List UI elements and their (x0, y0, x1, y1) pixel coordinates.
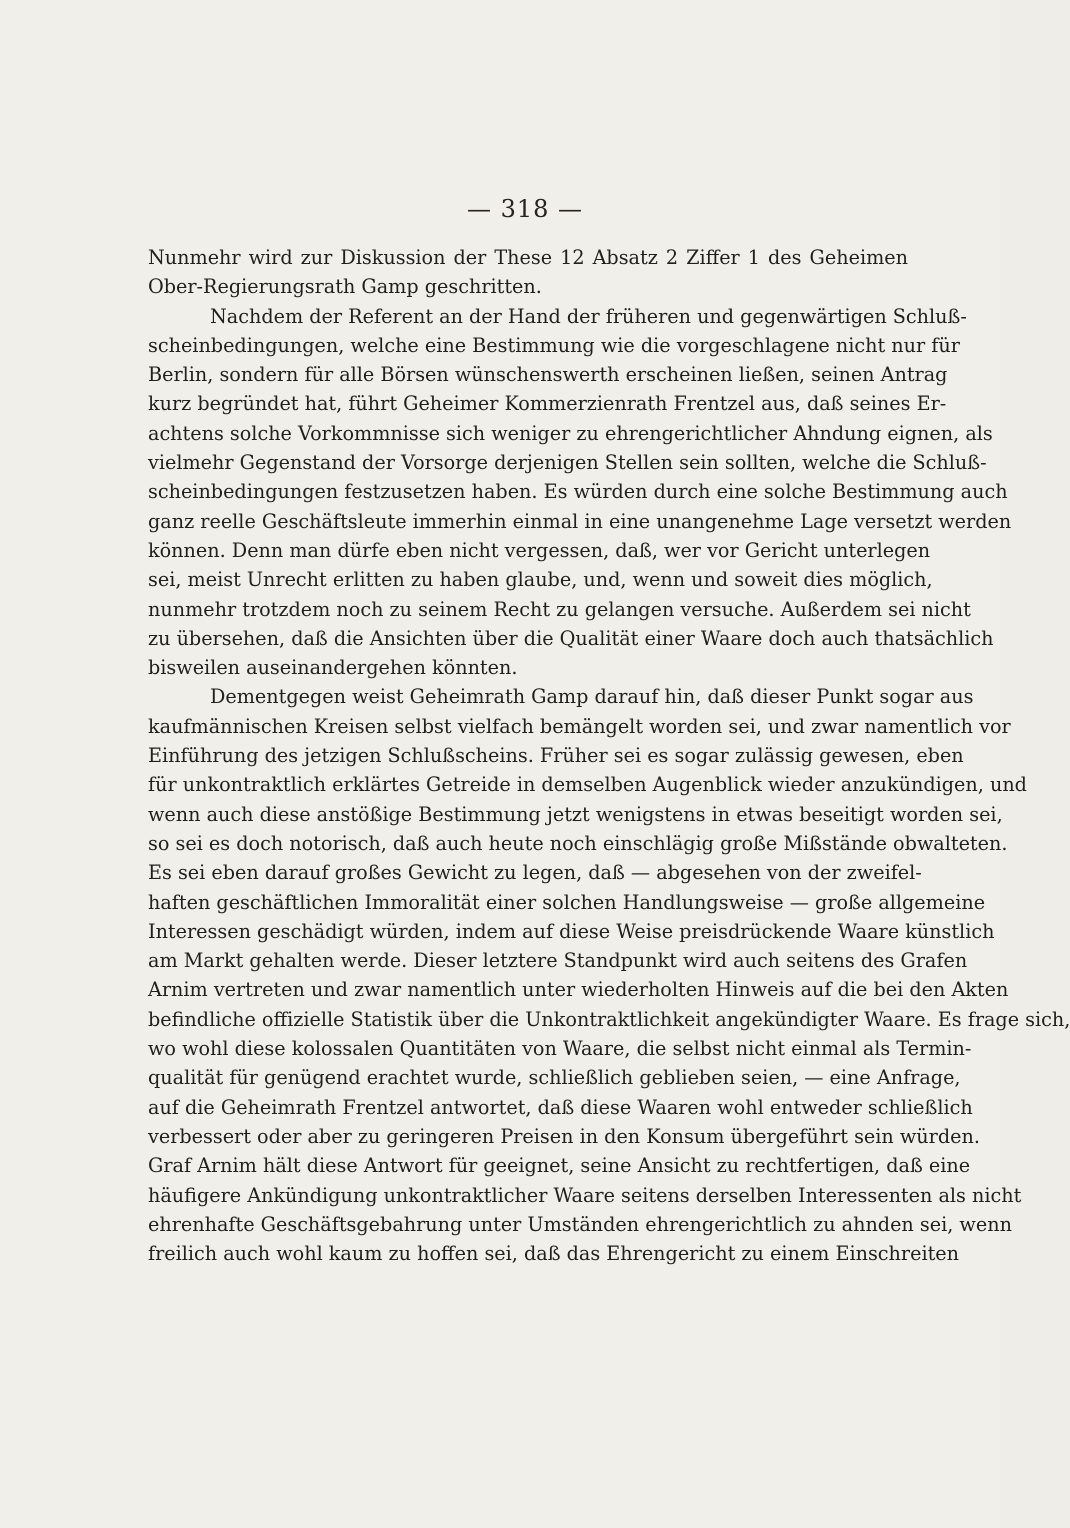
paragraph (148, 243, 908, 302)
text-line: bisweilen auseinandergehen könnten. (148, 656, 518, 680)
text-line: vielmehr Gegenstand der Vorsorge derjenigen Stellen sein sollten, welche die Schluß- (148, 451, 987, 475)
text-line: verbessert oder aber zu geringeren Preisen in den Konsum übergeführt sein würden. (148, 1124, 980, 1148)
text-line: wo wohl diese kolossalen Quantitäten von Waare, die selbst nicht einmal als Termin- (148, 1037, 972, 1061)
text-line: Dementgegen weist Geheimrath Gamp darauf hin, daß dieser Punkt sogar aus (210, 685, 974, 709)
text-line: Ober-Regierungsrath Gamp geschritten. (148, 275, 542, 299)
text-line: können. Denn man dürfe eben nicht vergessen, daß, wer vor Gericht unterlegen (148, 538, 931, 562)
text-line: Einführung des jetzigen Schlußscheins. Früher sei es sogar zulässig gewesen, eben (148, 744, 964, 768)
text-line: befindliche offizielle Statistik über die Unkontraktlichkeit angekündigter Waare. Es frage sich, (148, 1007, 1070, 1031)
text-line: achtens solche Vorkommnisse sich weniger zu ehrengerichtlicher Ahndung eignen, als (148, 421, 993, 445)
text-line: freilich auch wohl kaum zu hoffen sei, daß das Ehrengericht zu einem Einschreiten (148, 1242, 959, 1266)
text-line: Arnim vertreten und zwar namentlich unter wiederholten Hinweis auf die bei den Akten (148, 978, 1009, 1002)
text-line: für unkontraktlich erklärtes Getreide in demselben Augenblick wieder anzukündigen, und (148, 773, 1027, 797)
text-line: so sei es doch notorisch, daß auch heute noch einschlägig große Mißstände obwalteten. (148, 831, 1008, 855)
text-line: auf die Geheimrath Frentzel antwortet, daß diese Waaren wohl entweder schließlich (148, 1095, 973, 1119)
page-number: — 318 — (466, 195, 584, 223)
text-line: wenn auch diese anstößige Bestimmung jetzt wenigstens in etwas beseitigt worden sei, (148, 802, 1003, 826)
text-line: zu übersehen, daß die Ansichten über die Qualität einer Waare doch auch thatsächlich (148, 626, 994, 650)
text-line: scheinbedingungen festzusetzen haben. Es würden durch eine solche Bestimmung auch (148, 480, 1008, 504)
text-line: häufigere Ankündigung unkontraktlicher Waare seitens derselben Interessenten als nicht (148, 1183, 1022, 1207)
text-line: ganz reelle Geschäftsleute immerhin einmal in eine unangenehme Lage versetzt werden (148, 509, 1012, 533)
text-line: Nachdem der Referent an der Hand der früheren und gegenwärtigen Schluß- (210, 304, 967, 328)
text-line: Es sei eben darauf großes Gewicht zu legen, daß — abgesehen von der zweifel- (148, 861, 922, 885)
text-line: Graf Arnim hält diese Antwort für geeignet, seine Ansicht zu rechtfertigen, daß eine (148, 1154, 971, 1178)
text-line: Interessen geschädigt würden, indem auf diese Weise preisdrückende Waare künstlich (148, 919, 995, 943)
text-line: nunmehr trotzdem noch zu seinem Recht zu gelangen versuche. Außerdem sei nicht (148, 597, 971, 621)
paragraph (148, 682, 1070, 1268)
text-line: Berlin, sondern für alle Börsen wünschenswerth erscheinen ließen, seinen Antrag (148, 363, 948, 387)
text-line: qualität für genügend erachtet wurde, schließlich geblieben seien, — eine Anfrage, (148, 1066, 961, 1090)
text-line: ehrenhafte Geschäftsgebahrung unter Umständen ehrengerichtlich zu ahnden sei, wenn (148, 1212, 1012, 1236)
text-line: kaufmännischen Kreisen selbst vielfach bemängelt worden sei, und zwar namentlich vor (148, 714, 1011, 738)
text-line: Nunmehr wird zur Diskussion der These 12 Absatz 2 Ziffer 1 des Geheimen (148, 246, 908, 269)
body-text (148, 243, 1070, 1268)
text-line: sei, meist Unrecht erlitten zu haben glaube, und, wenn und soweit dies möglich, (148, 568, 933, 592)
text-line: kurz begründet hat, führt Geheimer Kommerzienrath Frentzel aus, daß seines Er- (148, 392, 947, 416)
paragraph (148, 302, 1012, 683)
text-line: am Markt gehalten werde. Dieser letztere Standpunkt wird auch seitens des Grafen (148, 949, 968, 973)
text-line: haften geschäftlichen Immoralität einer solchen Handlungsweise — große allgemeine (148, 890, 986, 914)
text-line: scheinbedingungen, welche eine Bestimmung wie die vorgeschlagene nicht nur für (148, 333, 960, 357)
